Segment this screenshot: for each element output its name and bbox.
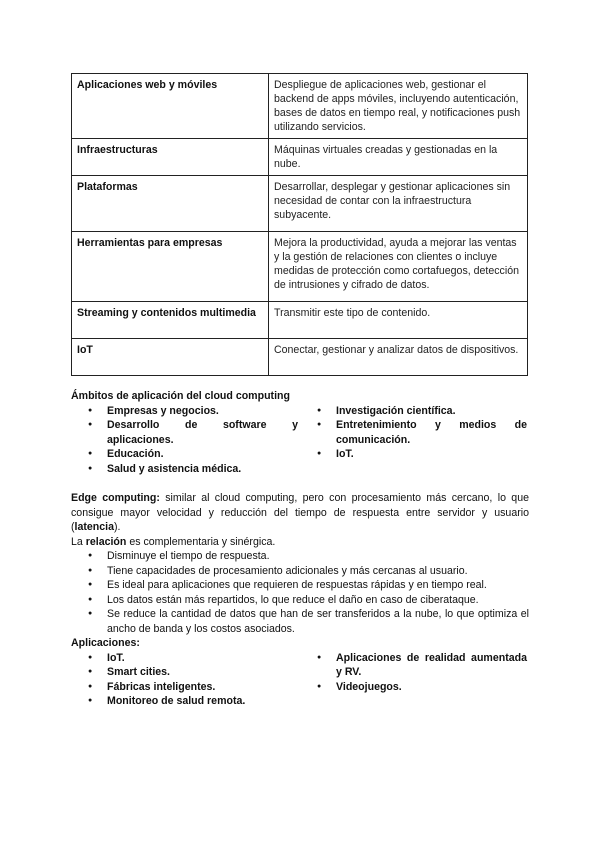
service-description: Desarrollar, desplegar y gestionar aplicaciones sin necesidad de contar con la infraestructura subyacente. bbox=[269, 176, 528, 232]
service-name: Herramientas para empresas bbox=[72, 232, 269, 302]
service-description: Despliegue de aplicaciones web, gestionar el backend de apps móviles, incluyendo autenticación, bases de datos en tiempo real, y notificaciones push utilizando servicios. bbox=[269, 74, 528, 139]
edge-term: Edge computing: bbox=[71, 492, 160, 504]
service-description: Transmitir este tipo de contenido. bbox=[269, 302, 528, 339]
services-table bbox=[71, 73, 528, 376]
service-description: Conectar, gestionar y analizar datos de dispositivos. bbox=[269, 339, 528, 376]
table-row bbox=[72, 176, 528, 232]
table-row bbox=[72, 74, 528, 139]
latency-term: latencia bbox=[74, 521, 114, 533]
relation-prefix: La bbox=[71, 535, 86, 548]
service-description: Máquinas virtuales creadas y gestionadas en la nube. bbox=[269, 139, 528, 176]
service-name: IoT bbox=[72, 339, 269, 376]
service-name: Streaming y contenidos multimedia bbox=[72, 302, 269, 339]
list-item: ● Tiene capacidades de procesamiento adicionales y más cercanas al usuario. bbox=[71, 564, 529, 579]
edge-paragraph bbox=[71, 491, 529, 535]
table-row bbox=[72, 302, 528, 339]
list-item: ● Fábricas inteligentes. bbox=[71, 680, 300, 695]
service-description: Mejora la productividad, ayuda a mejorar las ventas y la gestión de relaciones con clientes o incluye medidas de protección como cortafuegos, detección de intrusiones y cifrado de datos. bbox=[269, 232, 528, 302]
list-item: ● Empresas y negocios. bbox=[71, 404, 300, 419]
list-item: ● Smart cities. bbox=[71, 665, 300, 680]
list-item: ● Investigación científica. bbox=[300, 404, 529, 419]
edge-text-2: ). bbox=[113, 521, 121, 533]
aplicaciones-columns bbox=[71, 651, 529, 709]
ambitos-columns bbox=[71, 404, 529, 477]
list-item: ● Los datos están más repartidos, lo que reduce el daño en caso de ciberataque. bbox=[71, 593, 529, 608]
list-item: ● IoT. bbox=[71, 651, 300, 666]
service-name: Infraestructuras bbox=[72, 139, 269, 176]
table-row bbox=[72, 232, 528, 302]
list-item: ● Monitoreo de salud remota. bbox=[71, 694, 300, 709]
table-row bbox=[72, 339, 528, 376]
relation-suffix: es complementaria y sinérgica. bbox=[126, 535, 276, 548]
list-item: ● Se reduce la cantidad de datos que han de ser transferidos a la nube, lo que optimiza el ancho de banda y los costos asociados. bbox=[71, 607, 529, 636]
ambitos-list-right bbox=[300, 404, 529, 477]
aplicaciones-heading: Aplicaciones: bbox=[71, 637, 140, 649]
edge-text-1: similar al cloud computing, pero con procesamiento más cercano, lo que consigue mayor velocidad y reducción del tiempo de respuesta entre servidor y usuario ( bbox=[71, 492, 529, 533]
list-item: ● Aplicaciones de realidad aumentada y RV. bbox=[300, 651, 529, 680]
list-item: ● Videojuegos. bbox=[300, 680, 529, 695]
relation-list bbox=[71, 549, 529, 636]
list-item: ● Entretenimiento y medios de comunicación. bbox=[300, 418, 529, 447]
ambitos-section bbox=[71, 389, 529, 476]
service-name: Aplicaciones web y móviles bbox=[72, 74, 269, 139]
aplicaciones-list-right bbox=[300, 651, 529, 709]
list-item: ● Disminuye el tiempo de respuesta. bbox=[71, 549, 529, 564]
service-name: Plataformas bbox=[72, 176, 269, 232]
list-item: ● Salud y asistencia médica. bbox=[71, 462, 300, 477]
relation-paragraph bbox=[71, 535, 529, 550]
list-item: ● Educación. bbox=[71, 447, 300, 462]
list-item: ● Es ideal para aplicaciones que requieren de respuestas rápidas y en tiempo real. bbox=[71, 578, 529, 593]
relation-term: relación bbox=[85, 535, 127, 548]
aplicaciones-list-left bbox=[71, 651, 300, 709]
ambitos-heading: Ámbitos de aplicación del cloud computing bbox=[71, 390, 290, 402]
table-row bbox=[72, 139, 528, 176]
edge-section bbox=[71, 491, 529, 709]
list-item: ● IoT. bbox=[300, 447, 529, 462]
ambitos-list-left bbox=[71, 404, 300, 477]
list-item: ● Desarrollo de software y aplicaciones. bbox=[71, 418, 300, 447]
